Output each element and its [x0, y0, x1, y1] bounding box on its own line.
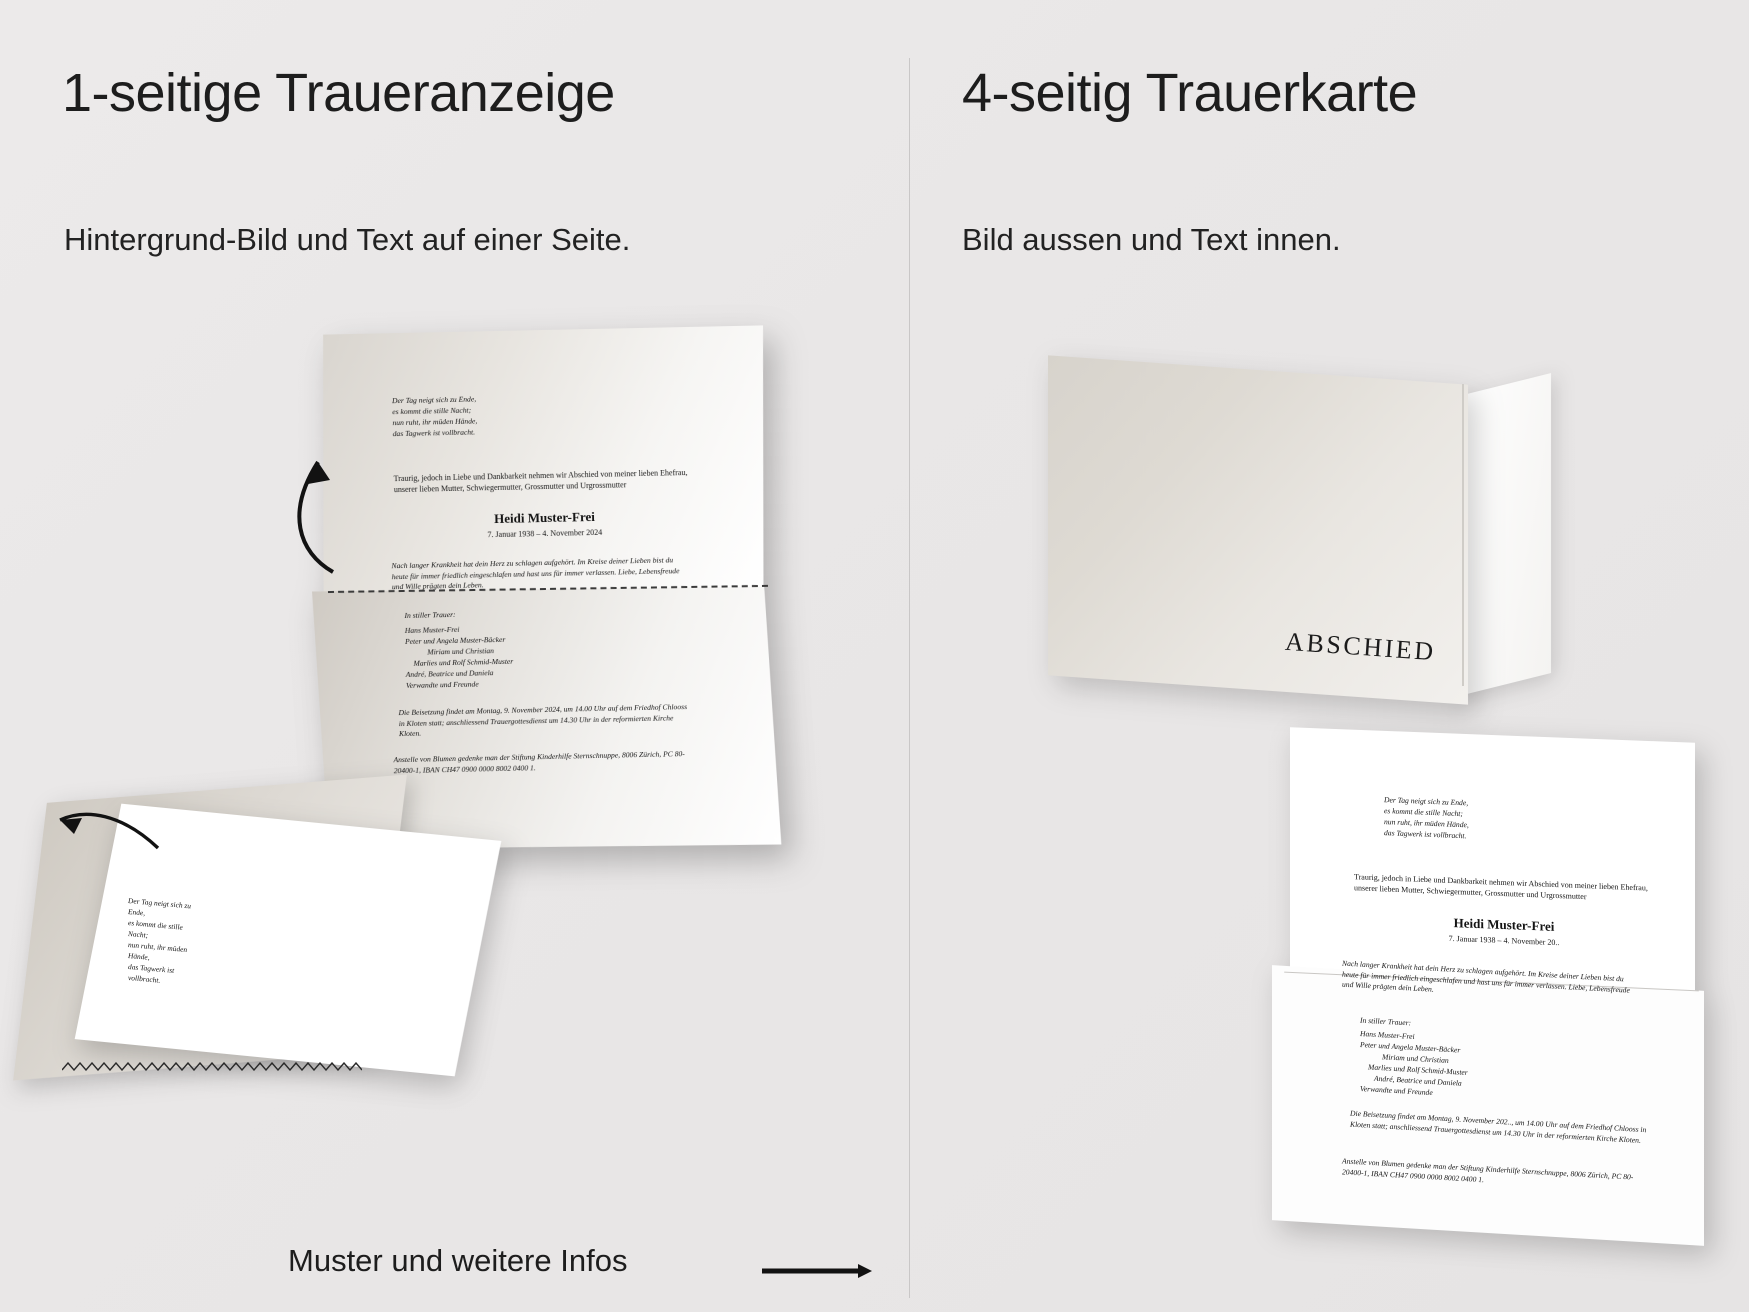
card-inner-upper-page [1290, 727, 1695, 993]
mourners-list [405, 623, 514, 691]
list-item: Verwandte und Freunde [1360, 1083, 1433, 1098]
card-body-text: Nach langer Krankheit hat dein Herz zu schlagen aufgehört. Im Kreise deiner Lieben bist du heute für immer friedlich eingeschlafen und hast uns für immer verlassen. Liebe, Lebensfreude und Wille prägten dein Leben. [1342, 958, 1630, 995]
card-poem-text: Der Tag neigt sich zu Ende, es kommt die stille Nacht; nun ruht, ihr müden Hände, das Tagwerk ist vollbracht. [1384, 795, 1469, 841]
left-column-subheading: Hintergrund-Bild und Text auf einer Seite. [64, 222, 631, 257]
left-column-heading: 1-seitige Traueranzeige [62, 63, 615, 123]
fold-arrow-icon [278, 440, 348, 580]
body-text: Nach langer Krankheit hat dein Herz zu schlagen aufgehört. Im Kreise deiner Lieben bist du heute für immer friedlich eingeschlafen und hast uns für immer verlassen. Liebe, Lebensfreude und Wille prägten dein Leben. [391, 555, 680, 592]
list-item: Miriam und Christian [427, 646, 495, 657]
list-item: Marlies und Rolf Schmid-Muster [1368, 1062, 1468, 1078]
perforated-edge [62, 1062, 362, 1071]
donation-text: Anstelle von Blumen gedenke man der Stiftung Kinderhilfe Sternschnuppe, 8006 Zürich, PC 80-20400-1, IBAN CH47 0900 0000 8002 0400 1. [393, 749, 685, 775]
mourners-label: In stiller Trauer: [404, 609, 456, 620]
card-back-panel [1455, 373, 1551, 697]
card-inner-lower-page [1272, 965, 1704, 1246]
list-item: Hans Muster-Frei [1360, 1028, 1415, 1042]
arrow-right-icon [762, 1264, 872, 1278]
announcement-sheet-mockup [313, 325, 779, 854]
deceased-name: Heidi Muster-Frei [493, 508, 595, 527]
deceased-dates: 7. Januar 1938 – 4. November 2024 [487, 527, 603, 540]
list-item: André, Beatrice und Daniela [1374, 1073, 1462, 1088]
list-item: Marlies und Rolf Schmid-Muster [413, 656, 514, 668]
right-column-subheading: Bild aussen und Text innen. [962, 222, 1341, 257]
card-donation-text: Anstelle von Blumen gedenke man der Stiftung Kinderhilfe Sternschnuppe, 8006 Zürich, PC 80-20400-1, IBAN CH47 0900 0000 8002 0400 1. [1342, 1156, 1634, 1184]
list-item: Miriam und Christian [1382, 1052, 1449, 1065]
intro-text: Traurig, jedoch in Liebe und Dankbarkeit nehmen wir Abschied von meiner lieben Ehefrau, unserer lieben Mutter, Schwiegermutter, Grossmutter und Urgrossmutter [393, 468, 688, 495]
card-mourners-label: In stiller Trauer: [1360, 1015, 1412, 1028]
list-item: Hans Muster-Frei [404, 624, 460, 635]
card-cover-title: ABSCHIED [1284, 626, 1437, 667]
list-item: Peter und Angela Muster-Bäcker [404, 634, 506, 646]
back-sheet-poem: Der Tag neigt sich zu Ende, es kommt die stille Nacht; nun ruht, ihr müden Hände, das Tagwerk ist vollbracht. [128, 895, 191, 985]
card-deceased-name: Heidi Muster-Frei [1453, 915, 1555, 934]
card-mourners-list [1360, 1028, 1468, 1100]
list-item: Verwandte und Freunde [405, 679, 479, 690]
card-funeral-text: Die Beisetzung findet am Montag, 9. November 202.., um 14.00 Uhr auf dem Friedhof Chlooss in Kloten statt; anschliessend Trauergottesdienst um 14.30 Uhr in der reformierten Kirche Kloten. [1350, 1108, 1647, 1145]
column-divider [909, 58, 910, 1298]
card-deceased-dates: 7. Januar 1938 – 4. November 20.. [1448, 933, 1560, 948]
card-spine [1462, 384, 1464, 686]
more-info-label[interactable]: Muster und weitere Infos [288, 1243, 628, 1278]
card-inner-mockup [1272, 735, 1707, 1235]
turn-arrow-icon [52, 806, 162, 854]
right-column-heading: 4-seitig Trauerkarte [962, 63, 1418, 123]
card-intro-text: Traurig, jedoch in Liebe und Dankbarkeit nehmen wir Abschied von meiner lieben Ehefrau, unserer lieben Mutter, Schwiegermutter, Grossmutter und Urgrossmutter [1354, 872, 1648, 902]
announcement-sheet-upper-half [323, 325, 763, 596]
list-item: André, Beatrice und Daniela [405, 668, 494, 679]
poem-text: Der Tag neigt sich zu Ende, es kommt die stille Nacht; nun ruht, ihr müden Hände, das Tagwerk ist vollbracht. [391, 394, 478, 439]
list-item: Peter und Angela Muster-Bäcker [1360, 1039, 1461, 1055]
funeral-text: Die Beisetzung findet am Montag, 9. November 2024, um 14.00 Uhr auf dem Friedhof Chlooss in Kloten statt; anschliessend Trauergottesdienst um 14.30 Uhr in der reformierten Kirche Kloten. [398, 702, 688, 739]
